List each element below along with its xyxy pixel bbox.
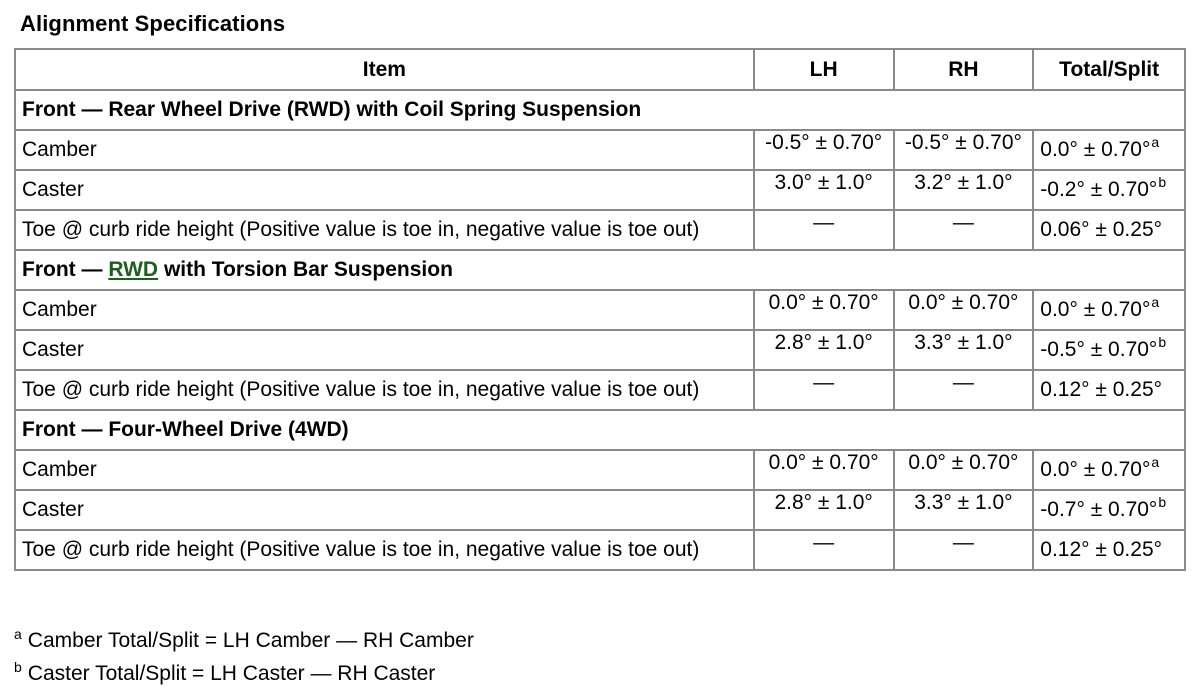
lh-value-cell: — xyxy=(754,530,894,570)
column-header-item: Item xyxy=(15,49,754,90)
footnote-reference: a xyxy=(1151,454,1160,470)
total-split-value: 0.0° ± 0.70° xyxy=(1040,458,1151,481)
rh-value-cell: -0.5° ± 0.70° xyxy=(894,130,1034,170)
item-cell: Toe @ curb ride height (Positive value is toe in, negative value is toe out) xyxy=(15,210,754,250)
rh-value-cell: 3.2° ± 1.0° xyxy=(894,170,1034,210)
section-row xyxy=(15,90,1185,130)
section-row xyxy=(15,410,1185,450)
lh-value-cell: 0.0° ± 0.70° xyxy=(754,290,894,330)
table-row xyxy=(15,370,1185,410)
lh-value-cell: 3.0° ± 1.0° xyxy=(754,170,894,210)
footnote-b xyxy=(14,658,474,691)
total-split-value: -0.2° ± 0.70° xyxy=(1040,178,1158,201)
total-split-value: -0.5° ± 0.70° xyxy=(1040,338,1158,361)
total-split-cell xyxy=(1033,130,1185,170)
column-header-lh: LH xyxy=(754,49,894,90)
total-split-cell xyxy=(1033,170,1185,210)
total-split-value: -0.7° ± 0.70° xyxy=(1040,498,1158,521)
lh-value-cell: 2.8° ± 1.0° xyxy=(754,490,894,530)
rh-value-cell: 3.3° ± 1.0° xyxy=(894,330,1034,370)
section-heading-text: Front — Rear Wheel Drive (RWD) with Coil Spring Suspension xyxy=(22,98,642,121)
header-row xyxy=(15,49,1185,90)
footnote-text: Caster Total/Split = LH Caster — RH Caster xyxy=(27,662,436,685)
section-row xyxy=(15,250,1185,290)
footnote-a xyxy=(14,625,474,658)
total-split-value: 0.12° ± 0.25° xyxy=(1040,538,1163,561)
rh-value-cell: — xyxy=(894,370,1034,410)
rh-value-cell: 0.0° ± 0.70° xyxy=(894,290,1034,330)
rh-value-cell: 3.3° ± 1.0° xyxy=(894,490,1034,530)
footnote-reference: b xyxy=(1158,174,1167,190)
total-split-cell xyxy=(1033,530,1185,570)
footnote-mark: b xyxy=(14,659,22,675)
table-row xyxy=(15,450,1185,490)
table-row xyxy=(15,170,1185,210)
rh-value-cell: 0.0° ± 0.70° xyxy=(894,450,1034,490)
item-cell: Camber xyxy=(15,450,754,490)
table-row xyxy=(15,530,1185,570)
table-row xyxy=(15,330,1185,370)
footnote-text: Camber Total/Split = LH Camber — RH Camber xyxy=(27,629,474,652)
section-heading-text: Front — Four-Wheel Drive (4WD) xyxy=(22,418,349,441)
footnote-reference: a xyxy=(1151,134,1160,150)
section-heading xyxy=(15,410,1185,450)
item-cell: Camber xyxy=(15,130,754,170)
section-heading-text: with Torsion Bar Suspension xyxy=(158,258,453,281)
total-split-cell xyxy=(1033,450,1185,490)
page-title: Alignment Specifications xyxy=(20,11,286,36)
table-row xyxy=(15,490,1185,530)
footnote-reference: b xyxy=(1158,494,1167,510)
total-split-cell xyxy=(1033,330,1185,370)
rh-value-cell: — xyxy=(894,530,1034,570)
item-cell: Caster xyxy=(15,490,754,530)
section-heading xyxy=(15,250,1185,290)
total-split-cell xyxy=(1033,490,1185,530)
total-split-value: 0.0° ± 0.70° xyxy=(1040,138,1151,161)
table-body xyxy=(15,90,1185,570)
column-header-total-split: Total/Split xyxy=(1033,49,1185,90)
item-cell: Toe @ curb ride height (Positive value is toe in, negative value is toe out) xyxy=(15,370,754,410)
total-split-value: 0.12° ± 0.25° xyxy=(1040,378,1163,401)
lh-value-cell: — xyxy=(754,370,894,410)
total-split-cell xyxy=(1033,290,1185,330)
section-heading-text: Front — xyxy=(22,258,109,281)
table-row xyxy=(15,210,1185,250)
section-heading xyxy=(15,90,1185,130)
total-split-value: 0.06° ± 0.25° xyxy=(1040,218,1163,241)
lh-value-cell: 2.8° ± 1.0° xyxy=(754,330,894,370)
item-cell: Camber xyxy=(15,290,754,330)
lh-value-cell: 0.0° ± 0.70° xyxy=(754,450,894,490)
item-cell: Toe @ curb ride height (Positive value is toe in, negative value is toe out) xyxy=(15,530,754,570)
rh-value-cell: — xyxy=(894,210,1034,250)
alignment-spec-table xyxy=(14,48,1186,571)
total-split-cell xyxy=(1033,370,1185,410)
footnote-reference: b xyxy=(1158,334,1167,350)
lh-value-cell: — xyxy=(754,210,894,250)
item-cell: Caster xyxy=(15,330,754,370)
total-split-value: 0.0° ± 0.70° xyxy=(1040,298,1151,321)
column-header-rh: RH xyxy=(894,49,1034,90)
total-split-cell xyxy=(1033,210,1185,250)
item-cell: Caster xyxy=(15,170,754,210)
table-row xyxy=(15,290,1185,330)
rwd-glossary-link[interactable]: RWD xyxy=(108,258,159,281)
footnote-mark: a xyxy=(14,626,22,642)
footnotes xyxy=(14,625,474,691)
lh-value-cell: -0.5° ± 0.70° xyxy=(754,130,894,170)
table-row xyxy=(15,130,1185,170)
footnote-reference: a xyxy=(1151,294,1160,310)
